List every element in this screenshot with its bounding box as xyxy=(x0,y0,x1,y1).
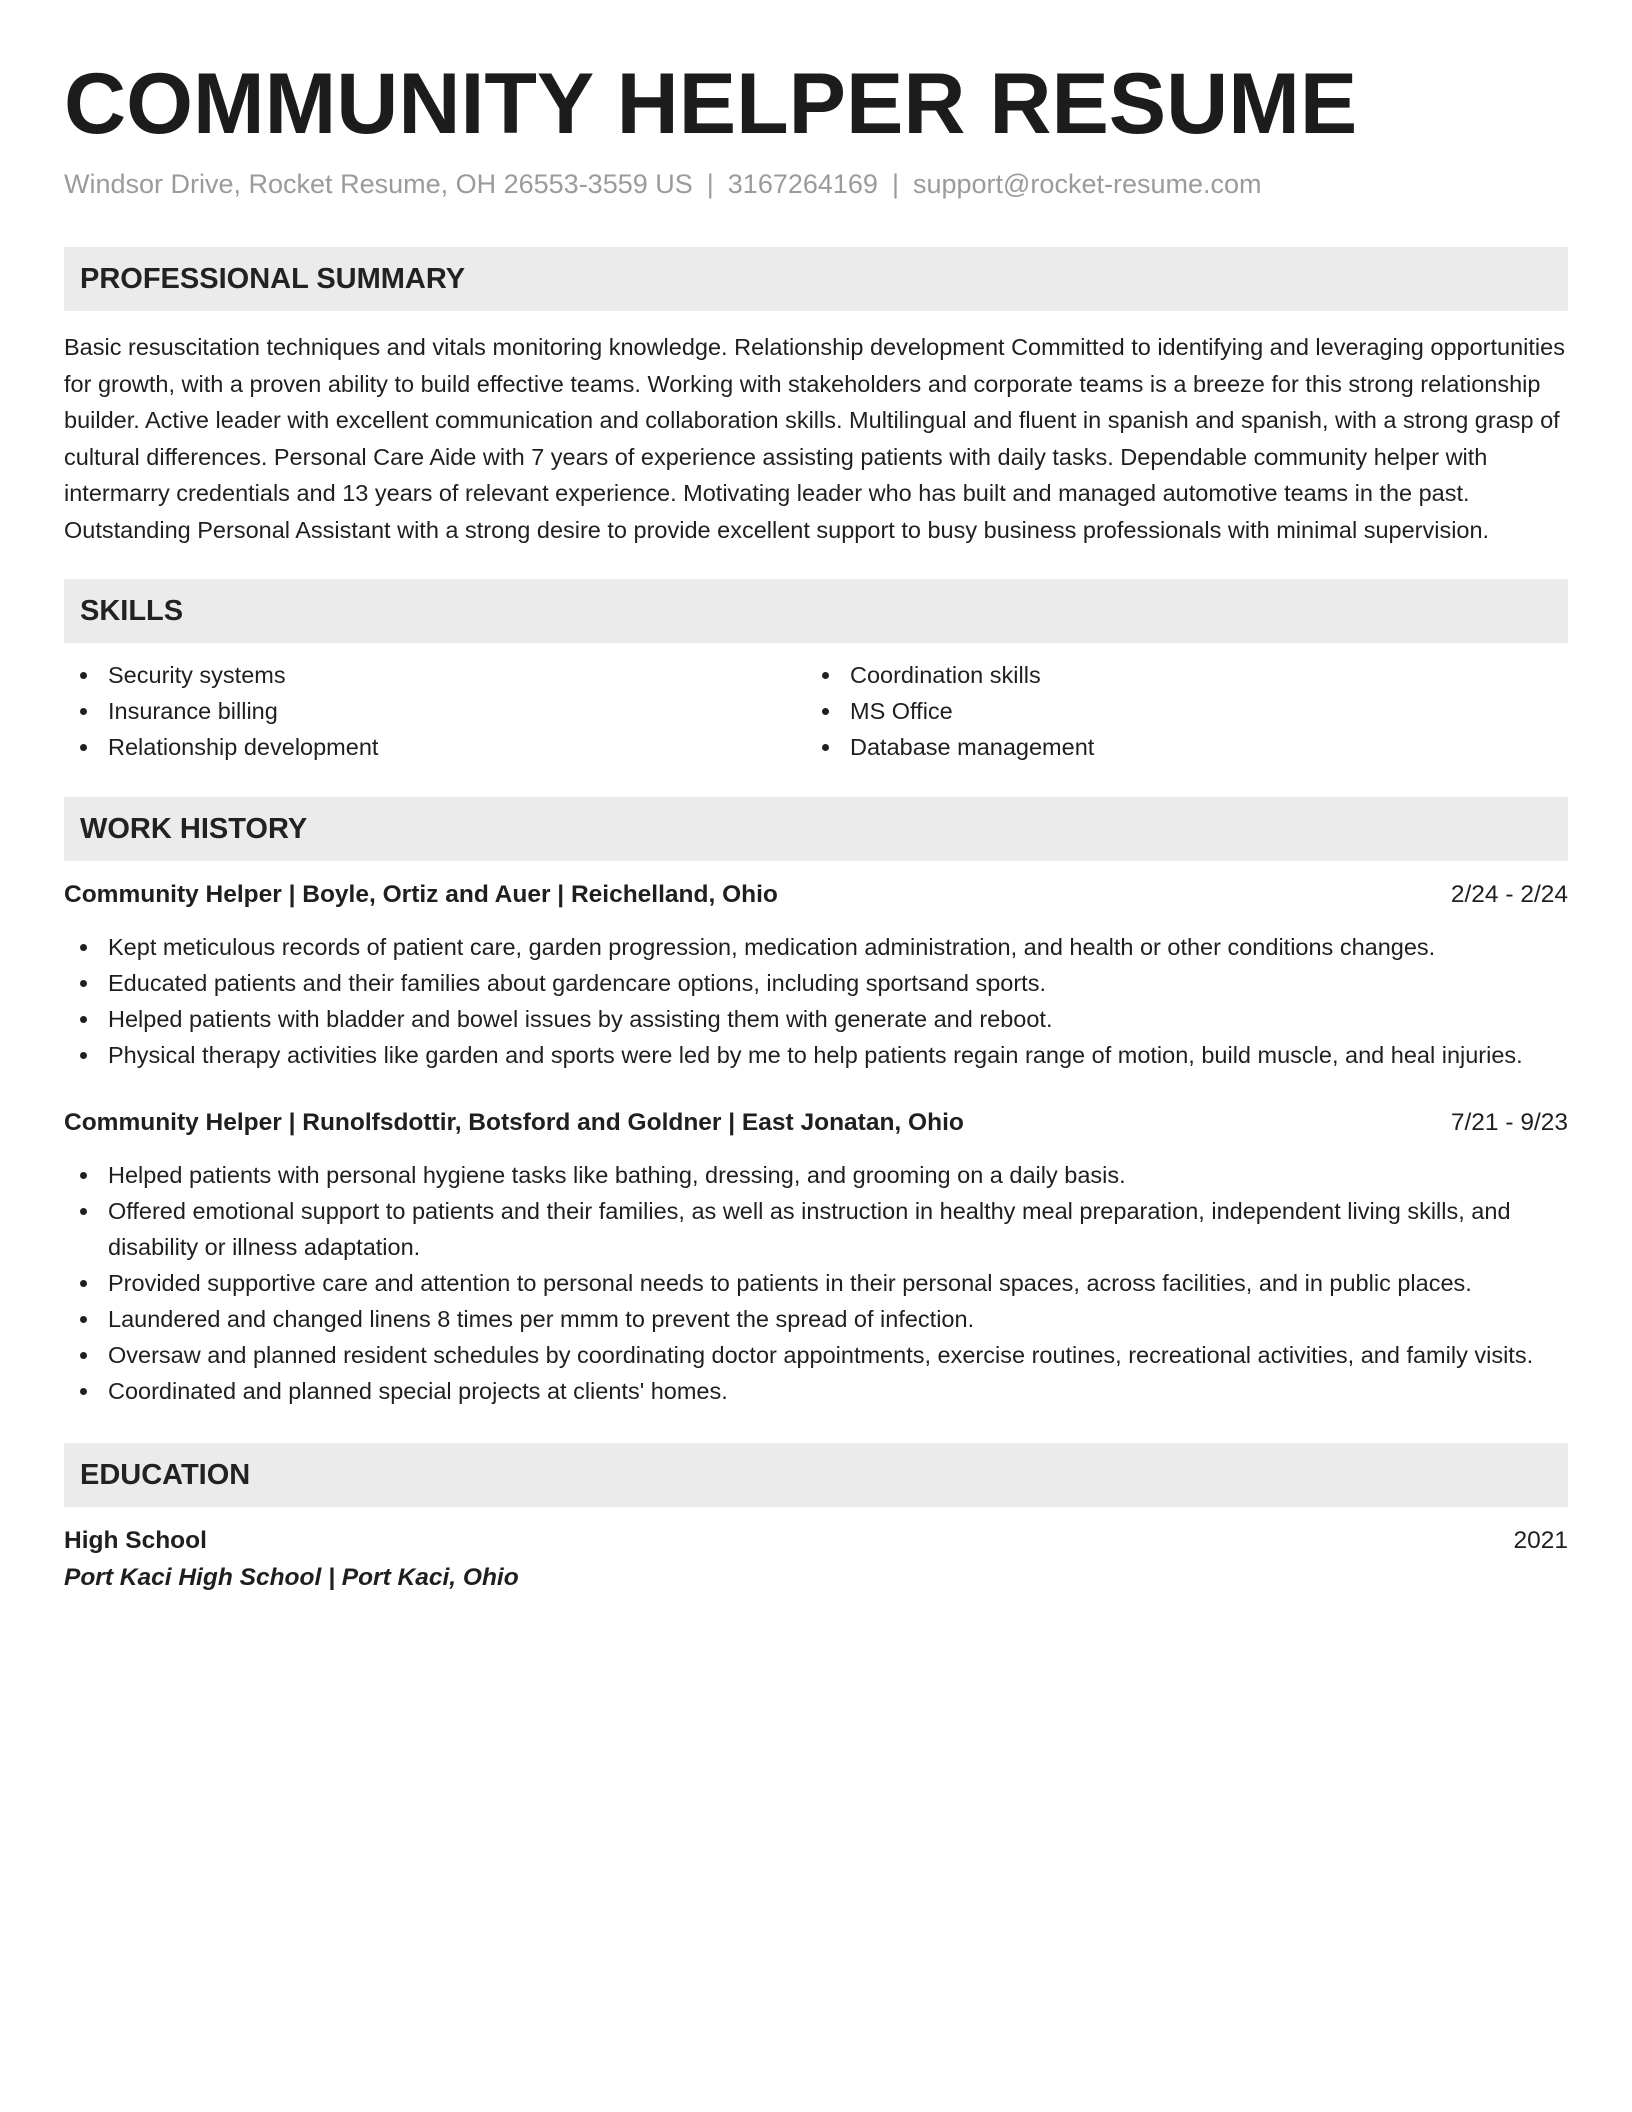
job-bullet: Helped patients with bladder and bowel issues by assisting them with generate and reboot. xyxy=(64,1001,1568,1037)
skills-column-left xyxy=(64,657,806,765)
job-bullet: Physical therapy activities like garden and sports were led by me to help patients regain range of motion, build muscle, and heal injuries. xyxy=(64,1037,1568,1073)
job-dates: 2/24 - 2/24 xyxy=(1450,881,1568,908)
resume-page xyxy=(64,54,1568,1597)
job-header xyxy=(64,1105,1568,1141)
skill-item: MS Office xyxy=(806,693,1548,729)
skills-heading: SKILLS xyxy=(64,579,1568,643)
contact-phone: 3167264169 xyxy=(727,169,878,199)
job-bullet: Coordinated and planned special projects at clients' homes. xyxy=(64,1373,1568,1409)
job-bullets xyxy=(64,1157,1568,1409)
skills-list xyxy=(64,657,1568,765)
job-bullet: Educated patients and their families about gardencare options, including sportsand sports. xyxy=(64,965,1568,1001)
job-bullet: Provided supportive care and attention to personal needs to patients in their personal spaces, across facilities, and in public places. xyxy=(64,1265,1568,1301)
education-degree: High School xyxy=(64,1527,207,1554)
job-title: Community Helper | Runolfsdottir, Botsford and Goldner | East Jonatan, Ohio xyxy=(64,1109,964,1136)
contact-separator: | xyxy=(891,169,899,199)
summary-text: Basic resuscitation techniques and vitals monitoring knowledge. Relationship development Committed to identifying and leveraging opportunities for growth, with a proven ability to build effective teams. Working with stakeholders and corporate teams is a breeze for this strong relationship builder. Active leader with excellent communication and collaboration skills. Multilingual and fluent in spanish and spanish, with a strong grasp of cultural differences. Personal Care Aide with 7 years of experience assisting patients with daily tasks. Dependable community helper with intermarry credentials and 13 years of relevant experience. Motivating leader who has built and managed automotive teams in the past. Outstanding Personal Assistant with a strong desire to provide excellent support to busy business professionals with minimal supervision. xyxy=(64,334,1565,543)
skill-item: Database management xyxy=(806,729,1548,765)
skills-section xyxy=(64,579,1568,765)
education-header xyxy=(64,1523,1568,1559)
skill-item: Relationship development xyxy=(64,729,806,765)
job-bullet: Kept meticulous records of patient care, garden progression, medication administration, and health or other conditions changes. xyxy=(64,929,1568,965)
job-bullet: Oversaw and planned resident schedules by coordinating doctor appointments, exercise routines, recreational activities, and family visits. xyxy=(64,1337,1568,1373)
skills-column-right xyxy=(806,657,1548,765)
job-bullets xyxy=(64,929,1568,1073)
work-heading: WORK HISTORY xyxy=(64,797,1568,861)
job-bullet: Helped patients with personal hygiene tasks like bathing, dressing, and grooming on a daily basis. xyxy=(64,1157,1568,1193)
education-year: 2021 xyxy=(1513,1527,1568,1554)
job-dates: 7/21 - 9/23 xyxy=(1450,1109,1568,1136)
job-header xyxy=(64,877,1568,913)
work-section xyxy=(64,797,1568,1409)
skill-item: Coordination skills xyxy=(806,657,1548,693)
job-bullet: Laundered and changed linens 8 times per mmm to prevent the spread of infection. xyxy=(64,1301,1568,1337)
contact-separator: | xyxy=(706,169,714,199)
job-bullet: Offered emotional support to patients and their families, as well as instruction in healthy meal preparation, independent living skills, and disability or illness adaptation. xyxy=(64,1193,1568,1265)
summary-heading: PROFESSIONAL SUMMARY xyxy=(64,247,1568,311)
contact-line xyxy=(64,164,1568,204)
skill-item: Security systems xyxy=(64,657,806,693)
education-school: Port Kaci High School | Port Kaci, Ohio xyxy=(64,1564,519,1591)
resume-title: COMMUNITY HELPER RESUME xyxy=(64,56,1358,152)
education-heading: EDUCATION xyxy=(64,1443,1568,1507)
contact-email: support@rocket-resume.com xyxy=(912,169,1262,199)
job-entry xyxy=(64,1105,1568,1409)
job-entry xyxy=(64,877,1568,1073)
education-section xyxy=(64,1443,1568,1597)
summary-section xyxy=(64,247,1568,548)
skill-item: Insurance billing xyxy=(64,693,806,729)
contact-address: Windsor Drive, Rocket Resume, OH 26553-3559 US xyxy=(64,169,693,199)
job-title: Community Helper | Boyle, Ortiz and Auer | Reichelland, Ohio xyxy=(64,881,778,908)
